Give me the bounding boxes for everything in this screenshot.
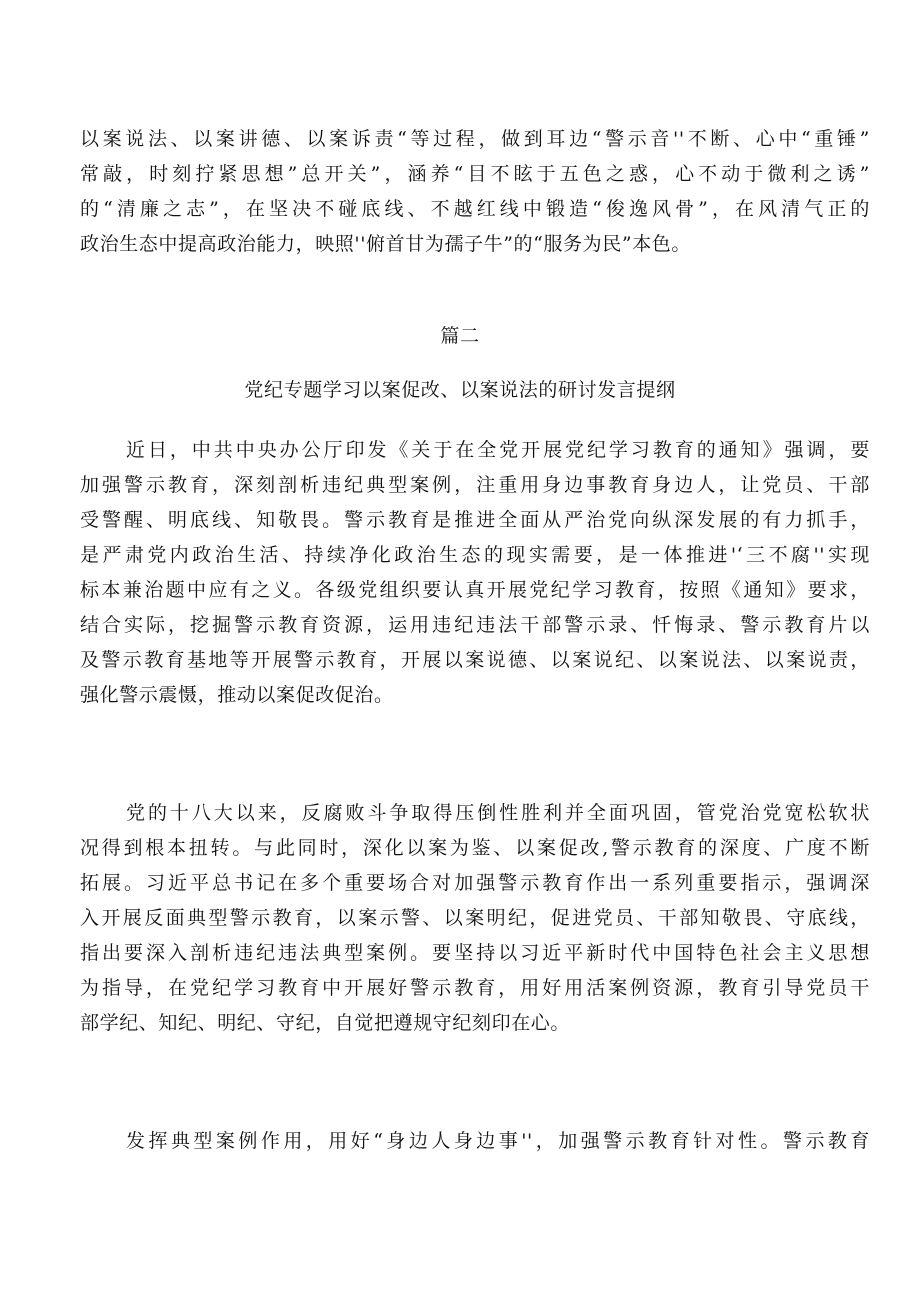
paragraph-line: 结合实际，挖掘警示教育资源，运用违纪违法干部警示录、忏悔录、警示教育片以 [80, 614, 870, 636]
paragraph-line: 指出要深入剖析违纪违法典型案例。要坚持以习近平新时代中国特色社会主义思想 [80, 942, 870, 964]
body-paragraph-1 [80, 433, 870, 713]
body-paragraph-3 [80, 1124, 870, 1159]
paragraph-line: 入开展反面典型警示教育，以案示警、以案明纪，促进党员、干部知敬畏、守底线， [80, 907, 870, 929]
paragraph-line: 常敲，时刻拧紧思想”总开关”，涵养“目不眩于五色之惑，心不动于微利之诱” [80, 163, 870, 185]
paragraph-line: 标本兼治题中应有之义。各级党组织要认真开展党纪学习教育，按照《通知》要求， [80, 579, 870, 601]
paragraph-line: 拓展。习近平总书记在多个重要场合对加强警示教育作出一系列重要指示，强调深 [80, 872, 870, 894]
paragraph-line: 受警醒、明底线、知敬畏。警示教育是推进全面从严治党向纵深发展的有力抓手， [80, 509, 870, 531]
paragraph-line: 强化警示震慑，推动以案促改促治。 [80, 684, 394, 706]
paragraph-line: 是严肃党内政治生活、持续净化政治生态的现实需要，是一体推进'‘三不腐''实现 [80, 544, 870, 566]
paragraph-line: 近日，中共中央办公厅印发《关于在全党开展党纪学习教育的通知》强调，要 [126, 439, 870, 461]
paragraph-line: 及警示教育基地等开展警示教育，开展以案说德、以案说纪、以案说法、以案说责， [80, 649, 870, 671]
body-paragraph-2 [80, 796, 870, 1041]
paragraph-line: 政治生态中提高政治能力，映照''俯首甘为孺子牛”的“服务为民”本色。 [80, 233, 691, 255]
intro-paragraph [80, 122, 870, 262]
paragraph-line: 部学纪、知纪、明纪、守纪，自觉把遵规守纪刻印在心。 [80, 1012, 571, 1034]
paragraph-line: 况得到根本扭转。与此同时，深化以案为鉴、以案促改,警示教育的深度、广度不断 [80, 837, 870, 859]
paragraph-line: 发挥典型案例作用，用好“身边人身边事''，加强警示教育针对性。警示教育 [126, 1130, 870, 1152]
section-heading: 篇二 [440, 325, 480, 347]
paragraph-line: 党的十八大以来，反腐败斗争取得压倒性胜利并全面巩固，管党治党宽松软状 [126, 802, 870, 824]
paragraph-line: 加强警示教育，深刻剖析违纪典型案例，注重用身边事教育身边人，让党员、干部 [80, 474, 870, 496]
paragraph-line: 的“清廉之志”，在坚决不碰底线、不越红线中锻造“俊逸风骨”，在风清气正的 [80, 198, 870, 220]
section-title: 党纪专题学习以案促改、以案说法的研讨发言提纲 [244, 379, 676, 401]
paragraph-line: 为指导，在党纪学习教育中开展好警示教育，用好用活案例资源，教育引导党员干 [80, 977, 870, 999]
paragraph-line: 以案说法、以案讲德、以案诉责“等过程，做到耳边“警示音''不断、心中“重锤” [80, 128, 870, 150]
